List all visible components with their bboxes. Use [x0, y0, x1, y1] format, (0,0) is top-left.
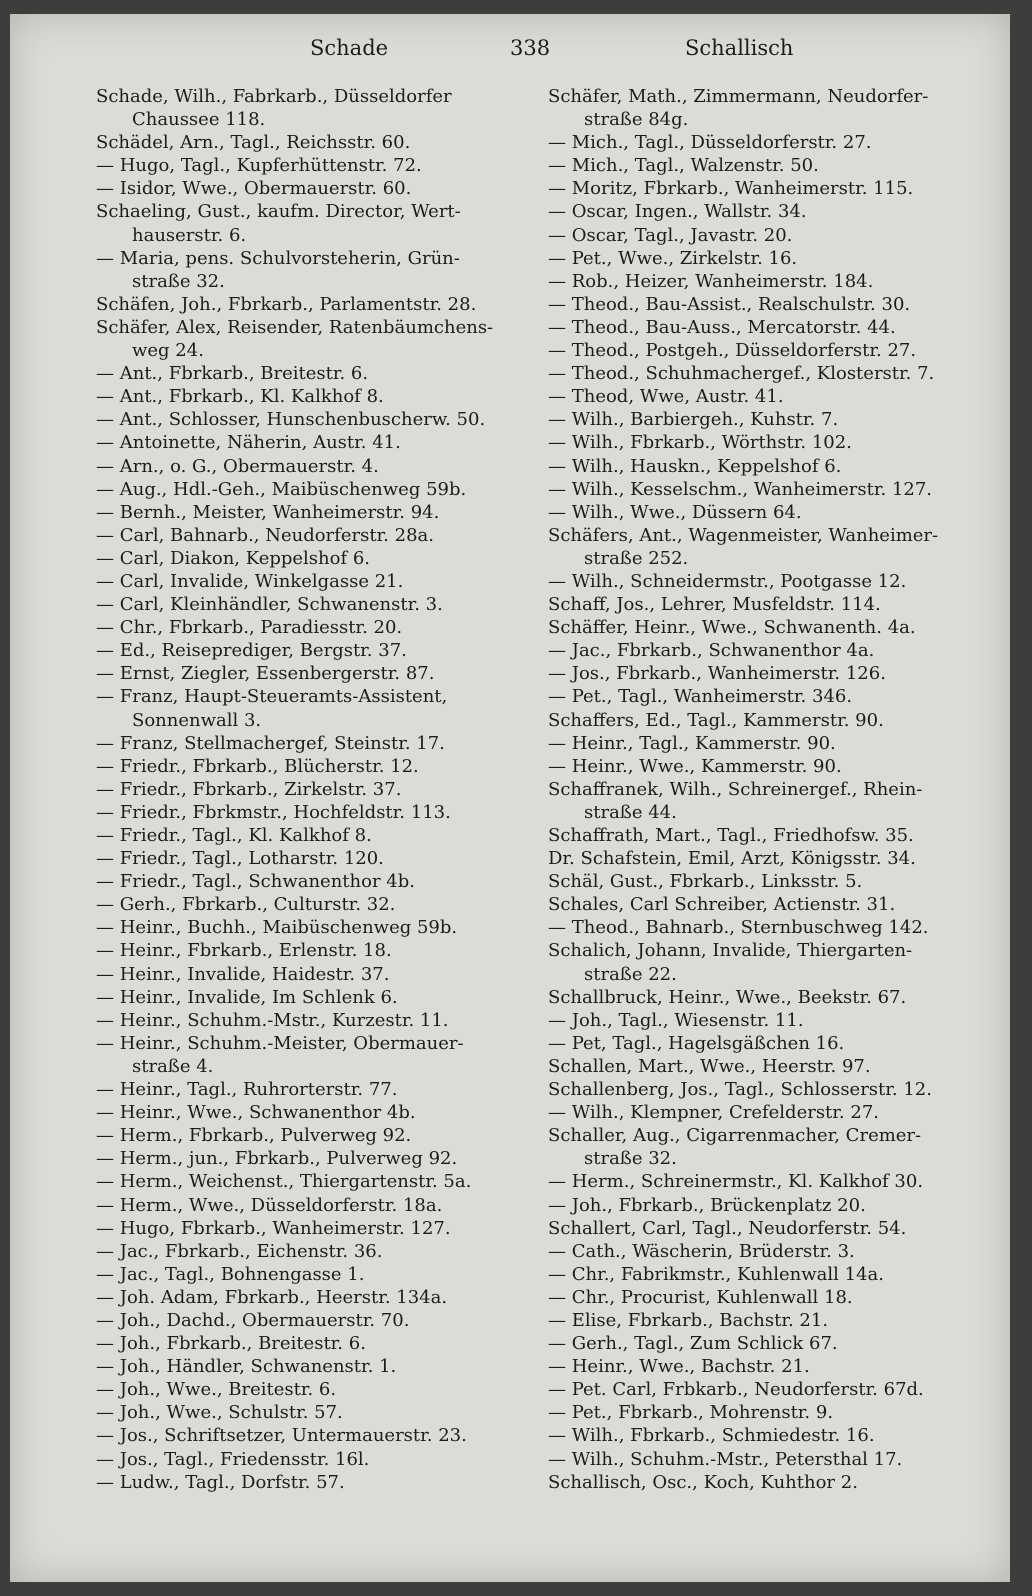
directory-entry: — Chr., Fbrkarb., Paradiesstr. 20.: [96, 617, 403, 639]
directory-entry: Schallenberg, Jos., Tagl., Schlosserstr. 12.: [548, 1079, 932, 1101]
header-right-keyword: Schallisch: [685, 36, 794, 60]
directory-entry: — Friedr., Tagl., Lotharstr. 120.: [96, 848, 384, 870]
directory-entry: — Ant., Fbrkarb., Kl. Kalkhof 8.: [96, 386, 384, 408]
directory-entry: — Wilh., Hauskn., Keppelshof 6.: [548, 455, 842, 477]
directory-entry: — Herm., jun., Fbrkarb., Pulverweg 92.: [96, 1148, 458, 1170]
directory-entry: — Theod., Bau-Assist., Realschulstr. 30.: [548, 293, 911, 315]
directory-entry: — Chr., Procurist, Kuhlenwall 18.: [548, 1286, 853, 1308]
directory-entry: — Heinr., Buchh., Maibüschenweg 59b.: [96, 917, 458, 939]
directory-entry: — Heinr., Invalide, Haidestr. 37.: [96, 963, 390, 985]
directory-entry: — Heinr., Tagl., Ruhrorterstr. 77.: [96, 1079, 398, 1101]
directory-entry: — Pet., Wwe., Zirkelstr. 16.: [548, 247, 798, 269]
directory-entry: straße 44.: [548, 801, 677, 823]
directory-entry: straße 252.: [548, 547, 689, 569]
directory-entry: — Jac., Fbrkarb., Schwanenthor 4a.: [548, 640, 875, 662]
directory-entry: Schallen, Mart., Wwe., Heerstr. 97.: [548, 1055, 871, 1077]
directory-entry: — Joh., Wwe., Schulstr. 57.: [96, 1402, 343, 1424]
directory-entry: — Jos., Tagl., Friedensstr. 16l.: [96, 1448, 370, 1470]
directory-entry: — Heinr., Wwe., Schwanenthor 4b.: [96, 1102, 416, 1124]
directory-entry: — Wilh., Klempner, Crefelderstr. 27.: [548, 1102, 879, 1124]
directory-entry: Schallbruck, Heinr., Wwe., Beekstr. 67.: [548, 986, 907, 1008]
directory-entry: — Elise, Fbrkarb., Bachstr. 21.: [548, 1309, 829, 1331]
directory-entry: — Hugo, Tagl., Kupferhüttenstr. 72.: [96, 155, 422, 177]
directory-entry: — Heinr., Invalide, Im Schlenk 6.: [96, 986, 398, 1008]
directory-entry: — Rob., Heizer, Wanheimerstr. 184.: [548, 270, 874, 292]
directory-entry: Schäfer, Math., Zimmermann, Neudorfer-: [548, 86, 929, 107]
directory-entry: — Joh., Dachd., Obermauerstr. 70.: [96, 1309, 410, 1331]
directory-entry: — Gerh., Tagl., Zum Schlick 67.: [548, 1333, 838, 1355]
directory-entry: — Hugo, Fbrkarb., Wanheimerstr. 127.: [96, 1217, 451, 1239]
directory-entry: Schales, Carl Schreiber, Actienstr. 31.: [548, 894, 896, 916]
directory-entry: — Friedr., Fbrkarb., Blücherstr. 12.: [96, 755, 419, 777]
directory-entry: Schäffer, Heinr., Wwe., Schwanenth. 4a.: [548, 617, 916, 639]
directory-entry: — Friedr., Fbrkmstr., Hochfeldstr. 113.: [96, 801, 451, 823]
directory-entry: Schallert, Carl, Tagl., Neudorferstr. 54.: [548, 1217, 907, 1239]
directory-entry: — Wilh., Fbrkarb., Schmiedestr. 16.: [548, 1425, 875, 1447]
directory-entry: — Herm., Weichenst., Thiergartenstr. 5a.: [96, 1171, 472, 1193]
directory-entry: — Wilh., Kesselschm., Wanheimerstr. 127.: [548, 478, 933, 500]
directory-entry: — Aug., Hdl.-Geh., Maibüschenweg 59b.: [96, 478, 467, 500]
directory-entry: — Moritz, Fbrkarb., Wanheimerstr. 115.: [548, 178, 914, 200]
directory-entry: Schaeling, Gust., kaufm. Director, Wert-: [96, 201, 461, 223]
directory-entry: — Heinr., Fbrkarb., Erlenstr. 18.: [96, 940, 392, 962]
directory-entry: — Ant., Fbrkarb., Breitestr. 6.: [96, 363, 369, 385]
directory-entry: — Heinr., Wwe., Kammerstr. 90.: [548, 755, 842, 777]
directory-entry: — Jos., Fbrkarb., Wanheimerstr. 126.: [548, 663, 886, 685]
directory-entry: Chaussee 118.: [96, 109, 266, 131]
directory-entry: — Cath., Wäscherin, Brüderstr. 3.: [548, 1240, 855, 1262]
directory-entry: — Antoinette, Näherin, Austr. 41.: [96, 432, 401, 454]
directory-entry: — Wilh., Schuhm.-Mstr., Petersthal 17.: [548, 1448, 903, 1470]
left-column: [96, 85, 526, 1494]
directory-entry: — Theod., Postgeh., Düsseldorferstr. 27.: [548, 340, 917, 362]
directory-entry: — Theod., Bau-Auss., Mercatorstr. 44.: [548, 316, 896, 338]
directory-entry: Schaffers, Ed., Tagl., Kammerstr. 90.: [548, 709, 884, 731]
directory-entry: — Herm., Schreinermstr., Kl. Kalkhof 30.: [548, 1171, 924, 1193]
directory-entry: — Oscar, Tagl., Javastr. 20.: [548, 224, 793, 246]
directory-entry: — Pet., Fbrkarb., Mohrenstr. 9.: [548, 1402, 834, 1424]
directory-entry: — Joh. Adam, Fbrkarb., Heerstr. 134a.: [96, 1286, 448, 1308]
directory-entry: Schäl, Gust., Fbrkarb., Linksstr. 5.: [548, 871, 863, 893]
directory-entry: Schade, Wilh., Fabrkarb., Düsseldorfer: [96, 86, 452, 107]
directory-entry: Schallisch, Osc., Koch, Kuhthor 2.: [548, 1471, 858, 1493]
directory-entry: — Pet. Carl, Frbkarb., Neudorferstr. 67d.: [548, 1379, 924, 1401]
directory-page: [10, 14, 1010, 1582]
directory-entry: — Bernh., Meister, Wanheimerstr. 94.: [96, 501, 440, 523]
directory-entry: straße 4.: [96, 1055, 214, 1077]
directory-entry: — Ant., Schlosser, Hunschenbuscherw. 50.: [96, 409, 486, 431]
directory-entry: — Franz, Haupt-Steueramts-Assistent,: [96, 686, 448, 708]
directory-entry: straße 32.: [548, 1148, 677, 1170]
directory-entry: — Wilh., Wwe., Düssern 64.: [548, 501, 802, 523]
directory-entry: Schaffranek, Wilh., Schreinergef., Rhein-: [548, 778, 923, 800]
directory-entry: — Heinr., Schuhm.-Mstr., Kurzestr. 11.: [96, 1009, 449, 1031]
page-header: [10, 36, 1010, 66]
directory-entry: — Herm., Fbrkarb., Pulverweg 92.: [96, 1125, 412, 1147]
right-column: [548, 85, 978, 1494]
directory-entry: Schaffrath, Mart., Tagl., Friedhofsw. 35.: [548, 825, 914, 846]
directory-entry: — Wilh., Schneidermstr., Pootgasse 12.: [548, 570, 907, 592]
directory-entry: — Herm., Wwe., Düsseldorferstr. 18a.: [96, 1194, 443, 1216]
directory-entry: Schaller, Aug., Cigarrenmacher, Cremer-: [548, 1125, 922, 1147]
directory-entry: — Friedr., Fbrkarb., Zirkelstr. 37.: [96, 778, 402, 800]
directory-entry: — Ed., Reiseprediger, Bergstr. 37.: [96, 640, 407, 662]
directory-entry: hauserstr. 6.: [96, 224, 247, 246]
directory-entry: — Franz, Stellmachergef, Steinstr. 17.: [96, 732, 445, 754]
directory-entry: — Theod., Bahnarb., Sternbuschweg 142.: [548, 917, 929, 939]
directory-entry: — Heinr., Wwe., Bachstr. 21.: [548, 1356, 810, 1378]
directory-entry: Schäfers, Ant., Wagenmeister, Wanheimer-: [548, 524, 939, 546]
directory-entry: — Heinr., Schuhm.-Meister, Obermauer-: [96, 1032, 464, 1054]
directory-entry: Schalich, Johann, Invalide, Thiergarten-: [548, 940, 913, 962]
directory-entry: — Isidor, Wwe., Obermauerstr. 60.: [96, 178, 412, 200]
directory-entry: — Theod, Wwe, Austr. 41.: [548, 386, 784, 408]
directory-entry: — Carl, Invalide, Winkelgasse 21.: [96, 570, 404, 592]
directory-entry: — Pet., Tagl., Wanheimerstr. 346.: [548, 686, 853, 708]
directory-entry: — Friedr., Tagl., Schwanenthor 4b.: [96, 871, 415, 893]
directory-entry: Sonnenwall 3.: [96, 709, 262, 731]
directory-entry: — Mich., Tagl., Walzenstr. 50.: [548, 155, 819, 177]
directory-entry: straße 22.: [548, 963, 677, 985]
page-number: 338: [510, 36, 551, 60]
directory-entry: Schäfen, Joh., Fbrkarb., Parlamentstr. 28.: [96, 293, 477, 315]
directory-entry: — Joh., Tagl., Wiesenstr. 11.: [548, 1009, 804, 1031]
directory-entry: Schäfer, Alex, Reisender, Ratenbäumchens-: [96, 316, 494, 338]
directory-entry: — Carl, Bahnarb., Neudorferstr. 28a.: [96, 524, 434, 546]
directory-entry: straße 84g.: [548, 109, 689, 131]
directory-entry: — Wilh., Barbiergeh., Kuhstr. 7.: [548, 409, 839, 431]
directory-entry: — Theod., Schuhmachergef., Klosterstr. 7.: [548, 363, 935, 385]
directory-entry: — Jos., Schriftsetzer, Untermauerstr. 23.: [96, 1425, 467, 1447]
directory-entry: — Joh., Wwe., Breitestr. 6.: [96, 1379, 337, 1401]
header-left-keyword: Schade: [310, 36, 389, 60]
directory-entry: — Heinr., Tagl., Kammerstr. 90.: [548, 732, 836, 754]
directory-entry: — Oscar, Ingen., Wallstr. 34.: [548, 201, 807, 223]
directory-entry: — Carl, Kleinhändler, Schwanenstr. 3.: [96, 594, 443, 616]
directory-entry: — Ludw., Tagl., Dorfstr. 57.: [96, 1471, 345, 1493]
directory-entry: — Joh., Fbrkarb., Brückenplatz 20.: [548, 1194, 866, 1216]
directory-entry: — Ernst, Ziegler, Essenbergerstr. 87.: [96, 663, 435, 685]
directory-entry: — Gerh., Fbrkarb., Culturstr. 32.: [96, 894, 396, 916]
directory-entry: — Joh., Händler, Schwanenstr. 1.: [96, 1356, 397, 1378]
directory-entry: — Arn., o. G., Obermauerstr. 4.: [96, 455, 379, 477]
directory-entry: Schaff, Jos., Lehrer, Musfeldstr. 114.: [548, 594, 881, 616]
directory-entry: — Mich., Tagl., Düsseldorferstr. 27.: [548, 132, 872, 154]
directory-entry: Dr. Schafstein, Emil, Arzt, Königsstr. 34.: [548, 848, 916, 870]
directory-entry: — Joh., Fbrkarb., Breitestr. 6.: [96, 1333, 366, 1355]
directory-entry: — Jac., Tagl., Bohnengasse 1.: [96, 1263, 365, 1285]
directory-entry: — Pet, Tagl., Hagelsgäßchen 16.: [548, 1032, 845, 1054]
directory-entry: weg 24.: [96, 340, 204, 362]
directory-entry: — Maria, pens. Schulvorsteherin, Grün-: [96, 247, 460, 269]
directory-entry: straße 32.: [96, 270, 225, 292]
directory-entry: — Chr., Fabrikmstr., Kuhlenwall 14a.: [548, 1263, 884, 1285]
directory-entry: Schädel, Arn., Tagl., Reichsstr. 60.: [96, 132, 411, 154]
directory-entry: — Wilh., Fbrkarb., Wörthstr. 102.: [548, 432, 852, 454]
directory-entry: — Carl, Diakon, Keppelshof 6.: [96, 547, 371, 569]
directory-entry: — Jac., Fbrkarb., Eichenstr. 36.: [96, 1240, 383, 1262]
directory-entry: — Friedr., Tagl., Kl. Kalkhof 8.: [96, 825, 372, 846]
